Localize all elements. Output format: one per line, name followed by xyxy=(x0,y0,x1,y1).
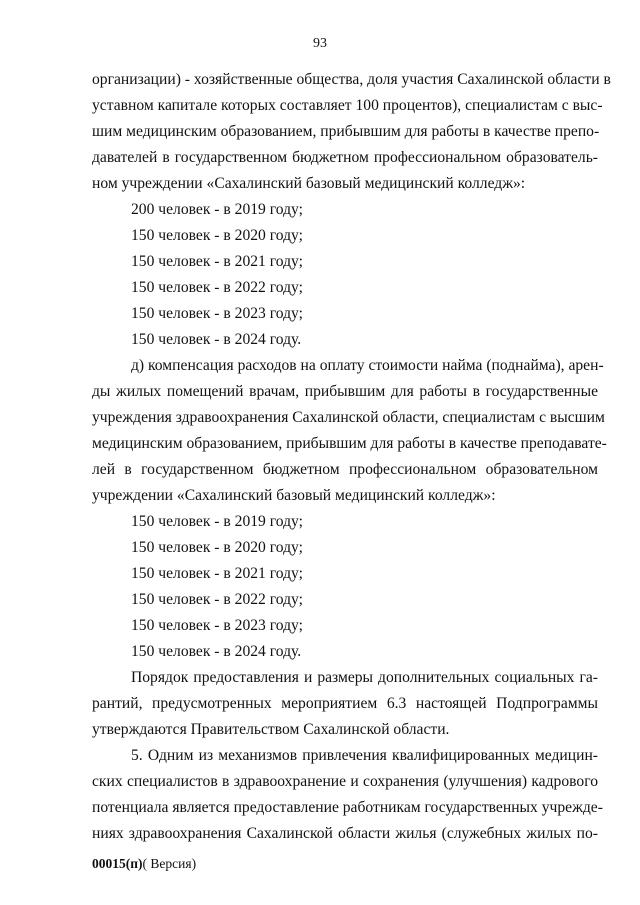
text-line: уставном капитале которых составляет 100 процентов), специалистам с выс- xyxy=(92,97,603,114)
footer-version: ( Версия) xyxy=(142,856,197,871)
list-item: 150 человек - в 2024 году. xyxy=(131,331,302,348)
list-item: 150 человек - в 2019 году; xyxy=(131,513,303,530)
page-number: 93 xyxy=(313,36,327,51)
list-item: 150 человек - в 2023 году; xyxy=(131,305,303,322)
text-line: ды жилых помещений врачам, прибывшим для работы в государственные xyxy=(92,383,598,400)
text-line: 5. Одним из механизмов привлечения квалифицированных медицин- xyxy=(131,747,598,764)
text-line: Порядок предоставления и размеры дополнительных социальных га- xyxy=(131,669,598,686)
list-item: 150 человек - в 2024 году. xyxy=(131,643,302,660)
list-item: 150 человек - в 2021 году; xyxy=(131,253,303,270)
text-line: учреждении «Сахалинский базовый медицинский колледж»: xyxy=(92,487,496,504)
text-line: медицинским образованием, прибывшим для работы в качестве преподавате- xyxy=(92,435,607,452)
list-item: 200 человек - в 2019 году; xyxy=(131,201,303,218)
text-line: давателей в государственном бюджетном профессиональном образователь- xyxy=(92,149,598,166)
text-line: учреждения здравоохранения Сахалинской области, специалистам с высшим xyxy=(92,409,605,426)
footer xyxy=(92,855,196,873)
text-line: ном учреждении «Сахалинский базовый медицинский колледж»: xyxy=(92,175,526,192)
list-item: 150 человек - в 2021 году; xyxy=(131,565,303,582)
text-line: д) компенсация расходов на оплату стоимости найма (поднайма), арен- xyxy=(131,357,604,374)
footer-code: 00015(п) xyxy=(92,856,143,871)
text-line: потенциала является предоставление работникам государственных учрежде- xyxy=(92,799,603,816)
text-line: ниях здравоохранения Сахалинской области жилья (служебных жилых по- xyxy=(92,825,598,842)
list-item: 150 человек - в 2023 году; xyxy=(131,617,303,634)
text-line: шим медицинским образованием, прибывшим для работы в качестве препо- xyxy=(92,123,600,140)
text-line: утверждаются Правительством Сахалинской области. xyxy=(92,721,450,738)
text-line: ских специалистов в здравоохранение и сохранения (улучшения) кадрового xyxy=(92,773,598,790)
list-item: 150 человек - в 2020 году; xyxy=(131,539,303,556)
list-item: 150 человек - в 2022 году; xyxy=(131,591,303,608)
text-line: лей в государственном бюджетном профессиональном образовательном xyxy=(92,461,598,478)
list-item: 150 человек - в 2022 году; xyxy=(131,279,303,296)
list-item: 150 человек - в 2020 году; xyxy=(131,227,303,244)
text-line: рантий, предусмотренных мероприятием 6.3 настоящей Подпрограммы xyxy=(92,695,598,712)
text-line: организации) - хозяйственные общества, доля участия Сахалинской области в xyxy=(92,71,611,88)
